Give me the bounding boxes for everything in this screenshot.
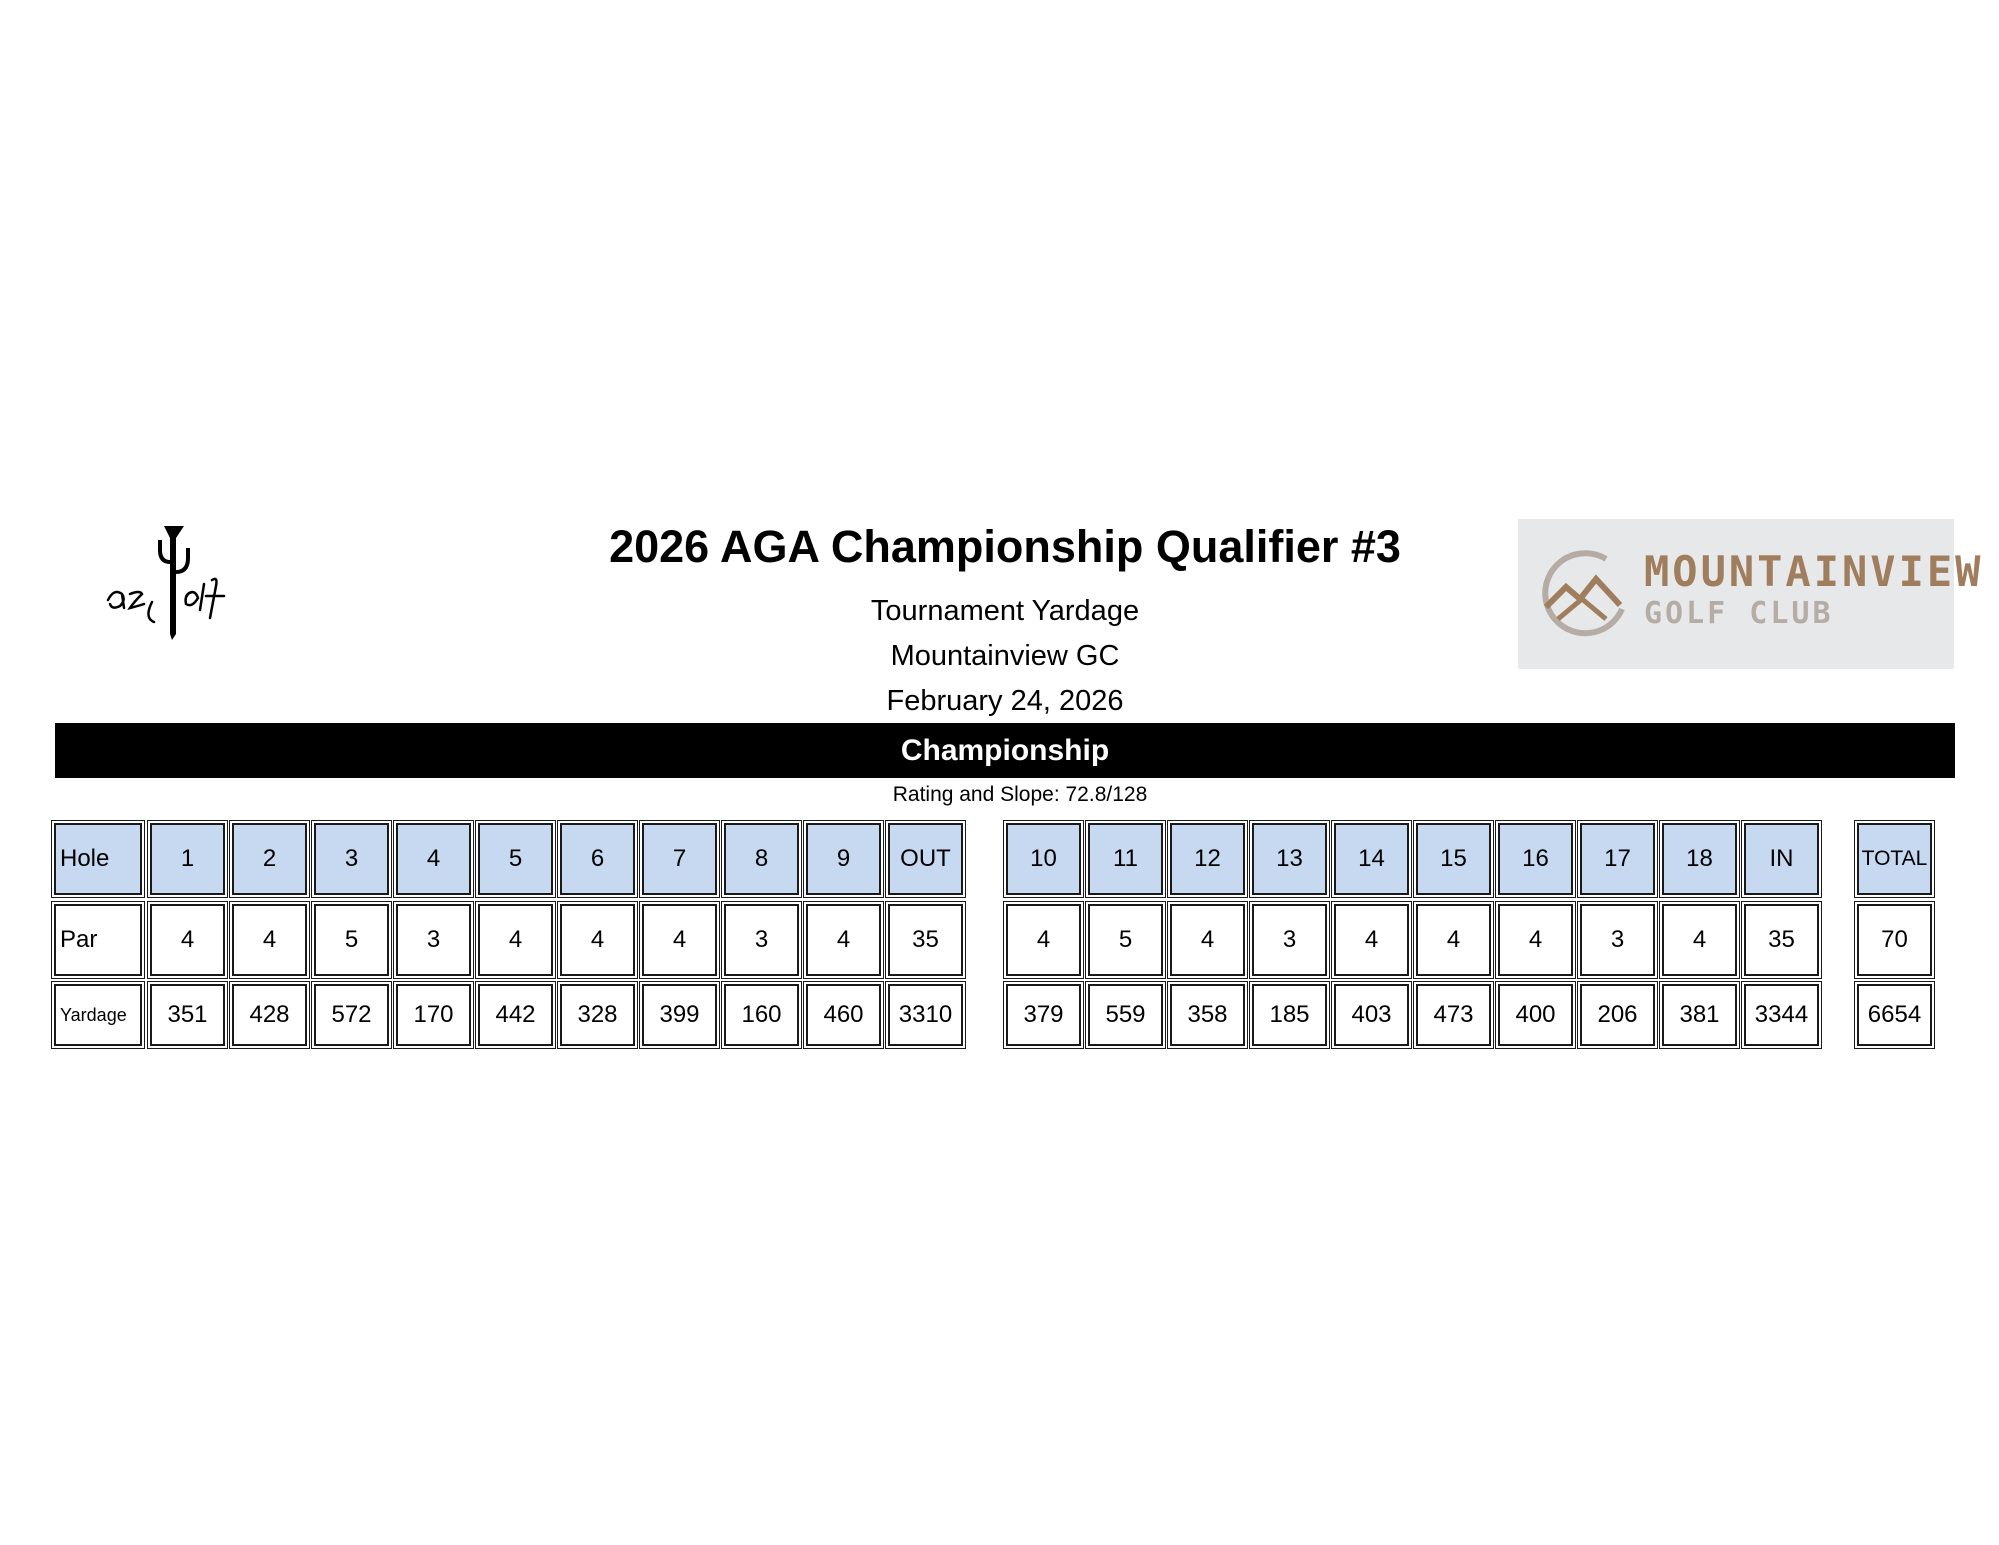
par-cell: 5 bbox=[314, 904, 389, 976]
page-title: 2026 AGA Championship Qualifier #3 bbox=[609, 521, 1401, 572]
yardage-cell: 206 bbox=[1580, 984, 1655, 1046]
yardage-cell: 170 bbox=[396, 984, 471, 1046]
yardage-cell: 160 bbox=[724, 984, 799, 1046]
yardage-cell: 328 bbox=[560, 984, 635, 1046]
hole-cell: 5 bbox=[478, 823, 553, 895]
hole-cell: OUT bbox=[888, 823, 963, 895]
par-cell: 4 bbox=[1170, 904, 1245, 976]
rating-slope: Rating and Slope: 72.8/128 bbox=[892, 783, 1148, 806]
yardage-cell: 442 bbox=[478, 984, 553, 1046]
par-cell: 4 bbox=[1006, 904, 1081, 976]
yardage-cell: 403 bbox=[1334, 984, 1409, 1046]
row-label-yardage: Yardage bbox=[54, 984, 142, 1046]
par-cell: 4 bbox=[1334, 904, 1409, 976]
yardage-cell: 185 bbox=[1252, 984, 1327, 1046]
yardage-cell: 6654 bbox=[1857, 984, 1932, 1046]
hole-cell: 8 bbox=[724, 823, 799, 895]
par-cell: 4 bbox=[150, 904, 225, 976]
hole-cell: 10 bbox=[1006, 823, 1081, 895]
par-cell: 4 bbox=[560, 904, 635, 976]
hole-cell: 13 bbox=[1252, 823, 1327, 895]
yardage-cell: 358 bbox=[1170, 984, 1245, 1046]
par-cell: 4 bbox=[1416, 904, 1491, 976]
par-cell: 4 bbox=[806, 904, 881, 976]
par-cell: 3 bbox=[724, 904, 799, 976]
event-date: February 24, 2026 bbox=[886, 685, 1124, 717]
yardage-cell: 381 bbox=[1662, 984, 1737, 1046]
yardage-cell: 351 bbox=[150, 984, 225, 1046]
az-golf-logo bbox=[100, 522, 270, 644]
yardage-cell: 3310 bbox=[888, 984, 963, 1046]
par-cell: 3 bbox=[396, 904, 471, 976]
subtitle: Tournament Yardage bbox=[870, 595, 1140, 627]
tee-name-bar: Championship bbox=[55, 723, 1955, 778]
hole-cell: 4 bbox=[396, 823, 471, 895]
yardage-cell: 3344 bbox=[1744, 984, 1819, 1046]
yardage-cell: 400 bbox=[1498, 984, 1573, 1046]
yardage-cell: 460 bbox=[806, 984, 881, 1046]
hole-cell: IN bbox=[1744, 823, 1819, 895]
hole-cell: 15 bbox=[1416, 823, 1491, 895]
par-cell: 4 bbox=[1662, 904, 1737, 976]
hole-cell: 17 bbox=[1580, 823, 1655, 895]
yardage-cell: 559 bbox=[1088, 984, 1163, 1046]
hole-cell: 3 bbox=[314, 823, 389, 895]
hole-cell: 12 bbox=[1170, 823, 1245, 895]
yardage-cell: 399 bbox=[642, 984, 717, 1046]
row-label-hole: Hole bbox=[54, 823, 142, 895]
par-cell: 70 bbox=[1857, 904, 1932, 976]
hole-cell: 11 bbox=[1088, 823, 1163, 895]
row-label-par: Par bbox=[54, 904, 142, 976]
hole-cell: 2 bbox=[232, 823, 307, 895]
par-cell: 35 bbox=[1744, 904, 1819, 976]
par-cell: 4 bbox=[642, 904, 717, 976]
par-cell: 4 bbox=[232, 904, 307, 976]
par-cell: 3 bbox=[1580, 904, 1655, 976]
logo-name: MOUNTAINVIEW bbox=[1644, 547, 1984, 596]
hole-cell: 16 bbox=[1498, 823, 1573, 895]
par-cell: 3 bbox=[1252, 904, 1327, 976]
hole-cell: 6 bbox=[560, 823, 635, 895]
yardage-cell: 572 bbox=[314, 984, 389, 1046]
hole-cell: TOTAL bbox=[1857, 823, 1932, 895]
hole-cell: 9 bbox=[806, 823, 881, 895]
course-name: Mountainview GC bbox=[890, 640, 1120, 672]
hole-cell: 1 bbox=[150, 823, 225, 895]
par-cell: 4 bbox=[478, 904, 553, 976]
logo-subname: GOLF CLUB bbox=[1644, 596, 1834, 631]
hole-cell: 18 bbox=[1662, 823, 1737, 895]
hole-cell: 7 bbox=[642, 823, 717, 895]
yardage-cell: 473 bbox=[1416, 984, 1491, 1046]
yardage-cell: 428 bbox=[232, 984, 307, 1046]
hole-cell: 14 bbox=[1334, 823, 1409, 895]
yardage-cell: 379 bbox=[1006, 984, 1081, 1046]
par-cell: 35 bbox=[888, 904, 963, 976]
par-cell: 5 bbox=[1088, 904, 1163, 976]
par-cell: 4 bbox=[1498, 904, 1573, 976]
